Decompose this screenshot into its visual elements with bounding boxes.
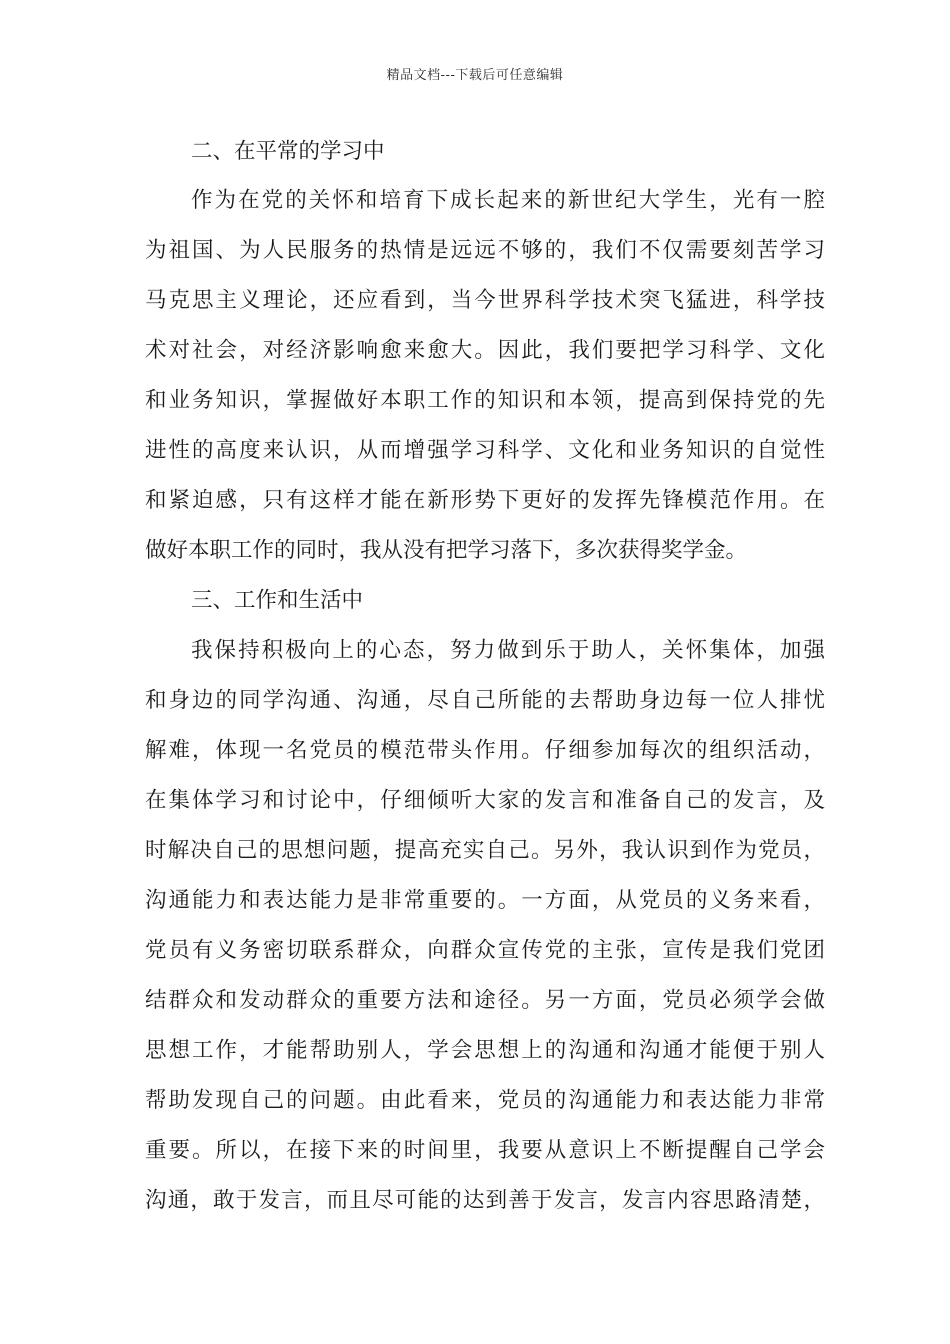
paragraph-line: 做好本职工作的同时，我从没有把学习落下，多次获得奖学金。 [145, 538, 748, 563]
paragraph-line: 在集体学习和讨论中，仔细倾听大家的发言和准备自己的发言，及 [145, 788, 825, 813]
section-heading-work-life: 三、工作和生活中 [191, 588, 364, 613]
paragraph-line: 沟通能力和表达能力是非常重要的。一方面，从党员的义务来看， [145, 888, 825, 913]
paragraph-line: 思想工作，才能帮助别人，学会思想上的沟通和沟通才能便于别人 [145, 1038, 825, 1063]
page-header: 精品文档---下载后可任意编辑 [386, 68, 564, 83]
paragraph-line: 和身边的同学沟通、沟通，尽自己所能的去帮助身边每一位人排忧 [145, 688, 825, 713]
paragraph-line: 进性的高度来认识，从而增强学习科学、文化和业务知识的自觉性 [145, 438, 825, 463]
paragraph-line: 党员有义务密切联系群众，向群众宣传党的主张，宣传是我们党团 [145, 938, 825, 963]
paragraph-line: 重要。所以，在接下来的时间里，我要从意识上不断提醒自己学会 [145, 1138, 825, 1163]
paragraph-line: 为祖国、为人民服务的热情是远远不够的，我们不仅需要刻苦学习 [145, 238, 825, 263]
paragraph-line: 解难，体现一名党员的模范带头作用。仔细参加每次的组织活动， [145, 738, 825, 763]
paragraph-line: 术对社会，对经济影响愈来愈大。因此，我们要把学习科学、文化 [145, 338, 825, 363]
paragraph-line: 时解决自己的思想问题，提高充实自己。另外，我认识到作为党员， [145, 838, 825, 863]
paragraph-line: 结群众和发动群众的重要方法和途径。另一方面，党员必须学会做 [145, 988, 825, 1013]
paragraph-line: 沟通，敢于发言，而且尽可能的达到善于发言，发言内容思路清楚， [145, 1188, 825, 1213]
section-heading-study: 二、在平常的学习中 [191, 139, 385, 164]
paragraph-line: 马克思主义理论，还应看到，当今世界科学技术突飞猛进，科学技 [145, 288, 825, 313]
paragraph-line: 和业务知识，掌握做好本职工作的知识和本领，提高到保持党的先 [145, 388, 825, 413]
paragraph-line: 作为在党的关怀和培育下成长起来的新世纪大学生，光有一腔 [191, 188, 825, 213]
paragraph-line: 和紧迫感，只有这样才能在新形势下更好的发挥先锋模范作用。在 [145, 488, 825, 513]
paragraph-line: 帮助发现自己的问题。由此看来，党员的沟通能力和表达能力非常 [145, 1088, 825, 1113]
paragraph-line: 我保持积极向上的心态，努力做到乐于助人，关怀集体，加强 [191, 638, 825, 663]
